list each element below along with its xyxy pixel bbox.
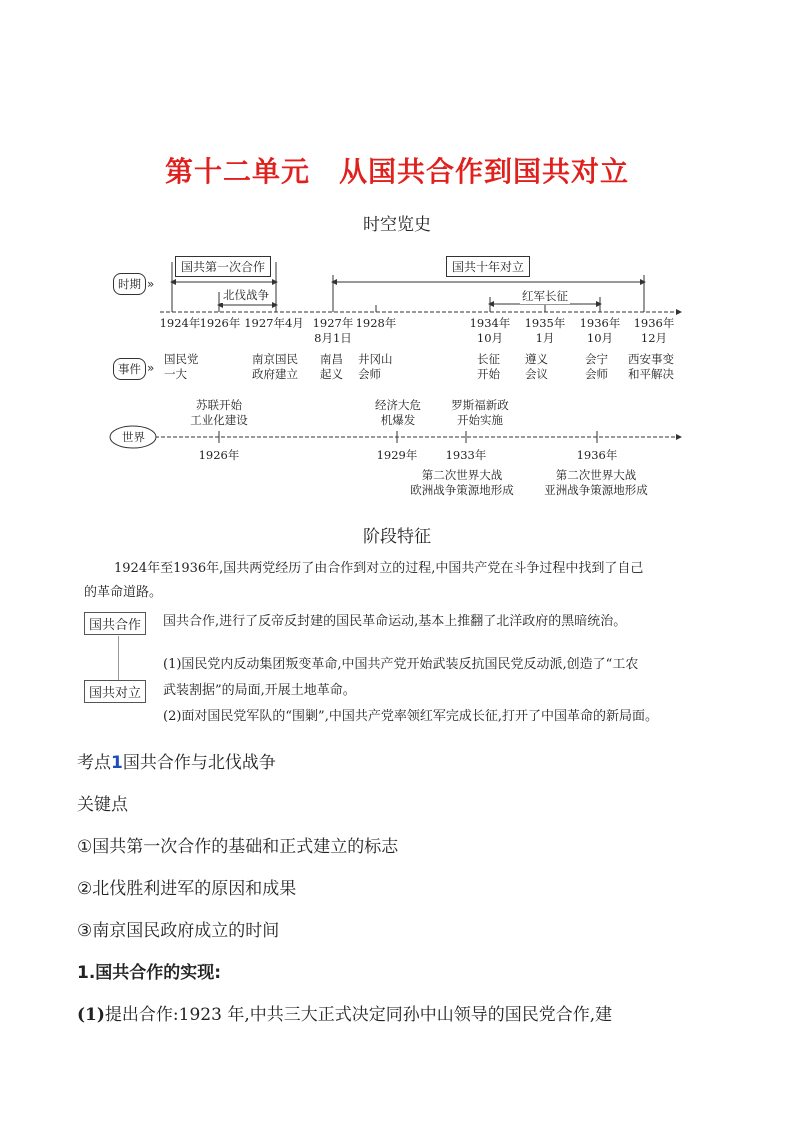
oppose-text: 武装割据”的局面,开展土地革命。 (163, 683, 356, 698)
world-row-label: 世界 (122, 430, 145, 444)
world-event-label: 苏联开始 工业化建设 (190, 398, 248, 427)
key-point: ①国共第一次合作的基础和正式建立的标志 (77, 837, 399, 857)
period-long-march: 红军长征 (522, 289, 568, 303)
year-label: 1924年 (159, 316, 201, 330)
stage-heading: 阶段特征 (363, 527, 431, 547)
stage-intro-cont: 的革命道路。 (84, 585, 163, 600)
item-1 (77, 1000, 612, 1025)
stage-intro: 1924年至1936年,国共两党经历了由合作到对立的过程,中国共产党在斗争过程中找到了自己 (114, 561, 644, 576)
unit-title: 第十二单元 从国共合作到国共对立 (164, 155, 629, 188)
world-event-label: 第二次世界大战 亚洲战争策源地形成 (544, 468, 648, 497)
event-row-label: 事件 (113, 358, 146, 380)
event-label: 西安事变 和平解决 (628, 352, 674, 381)
event-label: 南昌 起义 (320, 352, 343, 381)
timeline-heading: 时空览史 (363, 215, 431, 235)
period-chevron: » (147, 277, 155, 291)
year-label: 1934年 10月 (469, 316, 511, 345)
year-label: 1927年4月 (244, 316, 304, 330)
period-northern-exp: 北伐战争 (223, 288, 269, 302)
section-heading: 1.国共合作的实现: (77, 963, 222, 983)
kaodian-number: 1 (111, 753, 123, 773)
axis-arrow (676, 309, 682, 315)
kaodian-prefix: 考点 (77, 753, 111, 773)
oppose-label: 国共对立 (84, 680, 146, 703)
world-year-label: 1933年 (445, 448, 487, 462)
timeline-diagram (0, 0, 794, 520)
world-year-label: 1926年 (198, 448, 240, 462)
period-first-coop: 国共第一次合作 (175, 256, 271, 277)
event-label: 遵义 会议 (525, 352, 548, 381)
year-label: 1926年 (199, 316, 241, 330)
event-label: 井冈山 会师 (358, 352, 393, 381)
stage-connector (118, 636, 119, 680)
event-label: 南京国民 政府建立 (252, 352, 298, 381)
kaodian-heading (77, 748, 276, 773)
year-label: 1936年 12月 (633, 316, 675, 345)
key-points-heading: 关键点 (77, 795, 128, 815)
event-label: 长征 开始 (477, 352, 500, 381)
event-chevron: » (147, 361, 155, 375)
year-label: 1935年 1月 (524, 316, 566, 345)
event-label: 会宁 会师 (585, 352, 608, 381)
key-point: ②北伐胜利进军的原因和成果 (77, 879, 297, 899)
key-point: ③南京国民政府成立的时间 (77, 921, 280, 941)
kaodian-title: 国共合作与北伐战争 (122, 753, 276, 773)
item-1-text: 提出合作:1923 年,中共三大正式决定同孙中山领导的国民党合作,建 (104, 1005, 613, 1025)
world-year-label: 1936年 (576, 448, 618, 462)
world-event-label: 经济大危 机爆发 (375, 398, 421, 427)
period-ten-year: 国共十年对立 (446, 256, 530, 277)
oppose-text: (2)面对国民党军队的“围剿”,中国共产党率领红军完成长征,打开了中国革命的新局面。 (163, 709, 658, 724)
world-year-label: 1929年 (376, 448, 418, 462)
period-row-label: 时期 (113, 273, 146, 295)
coop-label: 国共合作 (84, 612, 146, 635)
item-1-label: (1) (77, 1005, 105, 1025)
oppose-text: (1)国民党内反动集团叛变革命,中国共产党开始武装反抗国民党反动派,创造了“工农 (163, 657, 639, 672)
world-event-label: 罗斯福新政 开始实施 (451, 398, 509, 427)
event-label: 国民党 一大 (164, 352, 199, 381)
coop-text: 国共合作,进行了反帝反封建的国民革命运动,基本上推翻了北洋政府的黑暗统治。 (163, 614, 627, 629)
year-label: 1928年 (355, 316, 397, 330)
year-label: 1927年 8月1日 (312, 316, 354, 345)
year-label: 1936年 10月 (579, 316, 621, 345)
world-event-label: 第二次世界大战 欧洲战争策源地形成 (410, 468, 514, 497)
